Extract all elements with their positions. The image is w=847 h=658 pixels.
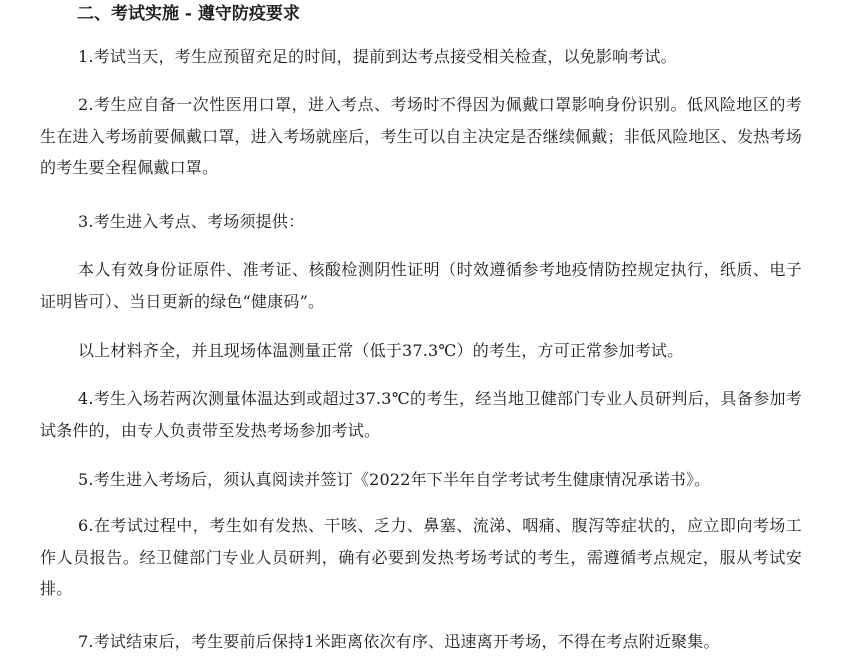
paragraph-5: 5.考生进入考场后，须认真阅读并签订《2022年下半年自学考试考生健康情况承诺书》。 xyxy=(78,470,711,489)
paragraph-3: 3.考生进入考点、考场须提供： xyxy=(78,212,305,231)
section-heading: 二、考试实施 - 遵守防疫要求 xyxy=(77,4,300,24)
paragraph-7: 7.考试结束后，考生要前后保持1米距离依次有序、迅速离开考场，不得在考点附近聚集。 xyxy=(78,632,720,651)
paragraph-3-detail: 本人有效身份证原件、准考证、核酸检测阴性证明（时效遵循参考地疫情防控规定执行，纸质、电子证明皆可）、当日更新的绿色“健康码”。 xyxy=(40,260,802,311)
paragraph-2: 2.考生应自备一次性医用口罩，进入考点、考场时不得因为佩戴口罩影响身份识别。低风险地区的考生在进入考场前要佩戴口罩，进入考场就座后，考生可以自主决定是否继续佩戴；非低风险地区、发热考场的考生要全程佩戴口罩。 xyxy=(40,95,802,177)
paragraph-6: 6.在考试过程中，考生如有发热、干咳、乏力、鼻塞、流涕、咽痛、腹泻等症状的，应立即向考场工作人员报告。经卫健部门专业人员研判，确有必要到发热考场考试的考生，需遵循考点规定，服从考试安排。 xyxy=(40,516,802,598)
paragraph-3-note: 以上材料齐全，并且现场体温测量正常（低于37.3℃）的考生，方可正常参加考试。 xyxy=(78,341,684,360)
paragraph-1: 1.考试当天，考生应预留充足的时间，提前到达考点接受相关检查，以免影响考试。 xyxy=(78,47,677,66)
paragraph-4: 4.考生入场若两次测量体温达到或超过37.3℃的考生，经当地卫健部门专业人员研判后，具备参加考试条件的，由专人负责带至发热考场参加考试。 xyxy=(40,389,802,440)
